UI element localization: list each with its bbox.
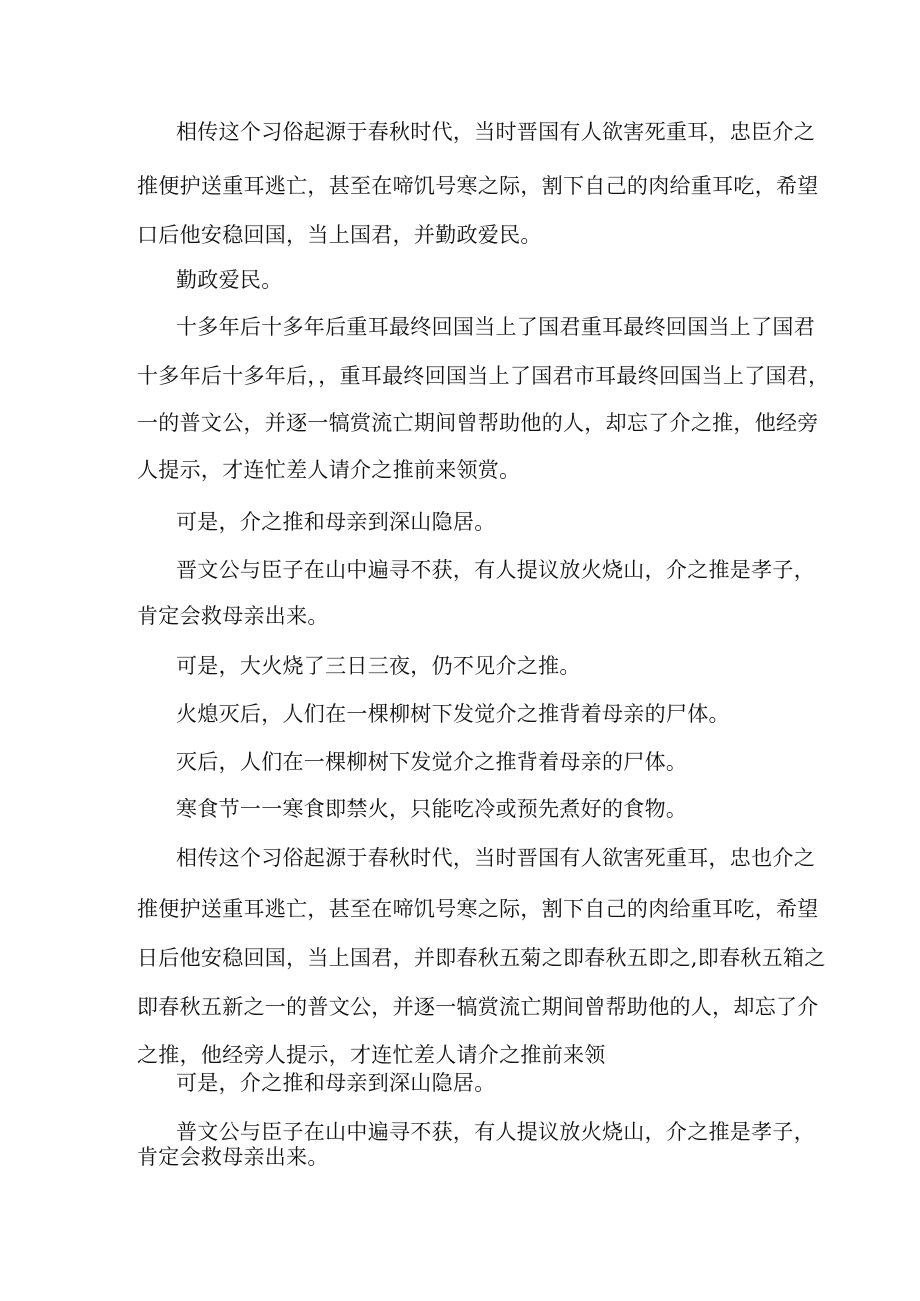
text-line-20: 之推，他经旁人提示，才连忙差人请介之推前来领 xyxy=(137,1043,606,1067)
text-line-10: 晋文公与臣子在山中遍寻不获，有人提议放火烧山，介之推是孝子， xyxy=(176,558,815,582)
text-line-16: 相传这个习俗起源于春秋时代，当时晋国有人欲害死重耳，忠也介之 xyxy=(176,846,815,870)
text-line-17: 推便护送重耳逃亡，甚至在啼饥号寒之际，割下自己的肉给重耳吃，希望 xyxy=(137,897,819,921)
text-line-3: 口后他安稳回国，当上国君，并勤政爱民。 xyxy=(137,223,542,247)
text-line-13: 火熄灭后，人们在一棵柳树下发觉介之推背着母亲的尸体。 xyxy=(176,702,730,726)
text-line-12: 可是，大火烧了三日三夜，仍不见介之推。 xyxy=(176,654,581,678)
text-line-2: 推便护送重耳逃亡，甚至在啼饥号寒之际，割下自己的肉给重耳吃，希望 xyxy=(137,174,819,198)
text-line-1: 相传这个习俗起源于春秋时代，当时晋国有人欲害死重耳，忠臣介之 xyxy=(176,120,815,144)
text-line-15: 寒食节一一寒食即禁火，只能吃冷或预先煮好的食物。 xyxy=(176,797,688,821)
text-line-14: 灭后，人们在一棵柳树下发觉介之推背着母亲的尸体。 xyxy=(176,750,688,774)
text-line-11: 肯定会救母亲出来。 xyxy=(137,604,329,628)
text-line-4: 勤政爱民。 xyxy=(176,268,283,292)
text-line-9: 可是，介之推和母亲到深山隐居。 xyxy=(176,510,496,534)
text-line-22: 普文公与臣子在山中遍寻不获，有人提议放火烧山，介之推是孝子， xyxy=(176,1120,815,1144)
text-line-5: 十多年后十多年后重耳最终回国当上了国君重耳最终回国当上了国君 xyxy=(176,315,815,339)
text-line-18: 日后他安稳回国，当上国君，并即春秋五菊之即春秋五即之,即春秋五箱之 xyxy=(137,946,826,970)
text-line-7: 一的普文公，并逐一犒赏流亡期间曾帮助他的人，却忘了介之推，他经旁 xyxy=(137,411,819,435)
text-line-6: 十多年后十多年后，，重耳最终回国当上了国君市耳最终回国当上了国君， xyxy=(137,364,830,388)
text-line-21: 可是，介之推和母亲到深山隐居。 xyxy=(176,1071,496,1095)
text-line-19: 即春秋五新之一的普文公，并逐一犒赏流亡期间曾帮助他的人，却忘了介 xyxy=(137,995,819,1019)
text-line-23: 肯定会救母亲出来。 xyxy=(137,1145,329,1169)
text-line-8: 人提示，才连忙差人请介之推前来领赏。 xyxy=(137,458,521,482)
